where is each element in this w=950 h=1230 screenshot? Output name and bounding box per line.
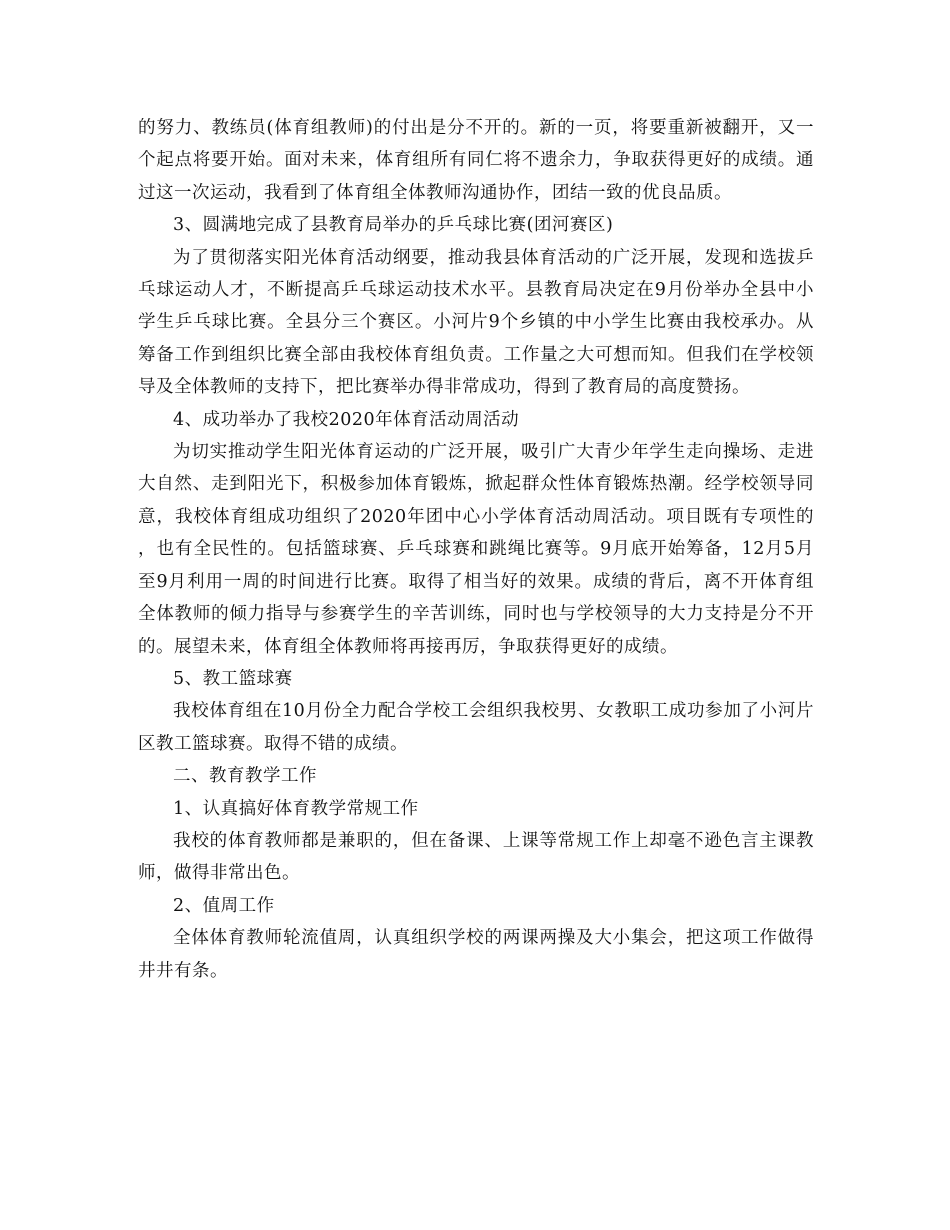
section-heading-routine-teaching: 1、认真搞好体育教学常规工作 [173,798,419,819]
paragraph-sports-week: 为切实推动学生阳光体育运动的广泛开展，吸引广大青少年学生走向操场、走进大自然、走到阳光下，积极参加体育锻炼，掀起群众性体育锻炼热潮。经学校领导同意，我校体育组成功组织了2020年团中心小学体育活动周活动。项目既有专项性的，也有全民性的。包括篮球赛、乒乓球赛和跳绳比赛等。9月底开始筹备，12月5月至9月利用一周的时间进行比赛。取得了相当好的效果。成绩的背后，离不开体育组全体教师的倾力指导与参赛学生的辛苦训练，同时也与学校领导的大力支持是分不开的。展望未来，体育组全体教师将再接再厉，争取获得更好的成绩。 [138,442,814,657]
paragraph-routine-teaching: 我校的体育教师都是兼职的，但在备课、上课等常规工作上却毫不逊色言主课教师，做得非常出色。 [138,830,814,884]
section-heading-teaching-work: 二、教育教学工作 [173,766,317,787]
section-heading-sports-week: 4、成功举办了我校2020年体育活动周活动 [173,409,520,430]
section-heading-table-tennis: 3、圆满地完成了县教育局举办的乒乓球比赛(团河赛区) [173,215,614,236]
paragraph-duty-work: 全体体育教师轮流值周，认真组织学校的两课两操及大小集会，把这项工作做得井井有条。 [138,928,814,981]
paragraph-table-tennis: 为了贯彻落实阳光体育活动纲要，推动我县体育活动的广泛开展，发现和选拔乒乓球运动人才，不断提高乒乓球运动技术水平。县教育局决定在9月份举办全县中小学生乒乓球比赛。全县分三个赛区。小河片9个乡镇的中小学生比赛由我校承办。从筹备工作到组织比赛全部由我校体育组负责。工作量之大可想而知。但我们在学校领导及全体教师的支持下，把比赛举办得非常成功，得到了教育局的高度赞扬。 [138,247,814,398]
document-body [138,112,814,987]
paragraph-continuation: 的努力、教练员(体育组教师)的付出是分不开的。新的一页，将要重新被翻开，又一个起点将要开始。面对未来，体育组所有同仁将不遗余力，争取获得更好的成绩。通过这一次运动，我看到了体育组全体教师沟通协作，团结一致的优良品质。 [138,118,814,203]
paragraph-basketball: 我校体育组在10月份全力配合学校工会组织我校男、女教职工成功参加了小河片区教工篮球赛。取得不错的成绩。 [138,701,814,754]
section-heading-duty-work: 2、值周工作 [173,895,275,916]
section-heading-basketball: 5、教工篮球赛 [173,668,293,689]
